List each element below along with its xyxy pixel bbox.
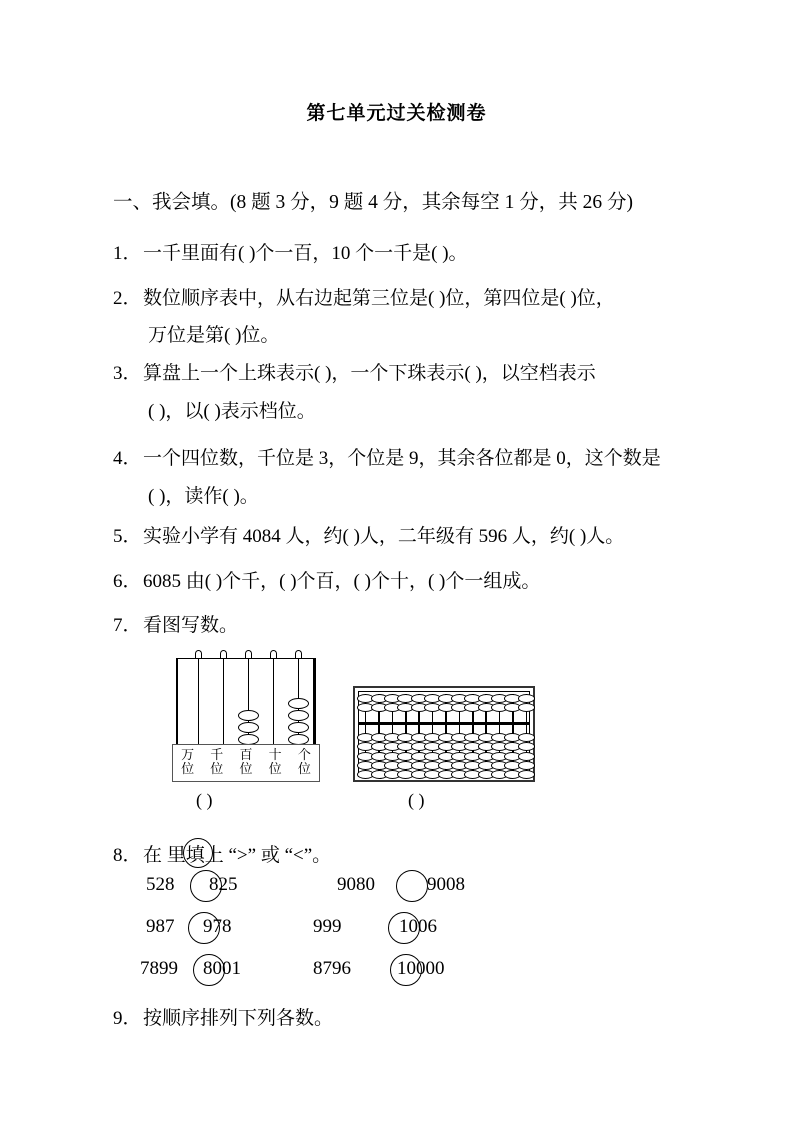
suanpan-lower-bead: [518, 761, 535, 770]
question-2-line-1: 数位顺序表中，从右边起第三位是( )位，第四位是( )位，: [143, 288, 615, 309]
question-3-line-1: 算盘上一个上珠表示( )，一个下珠表示( )，以空档表示: [143, 363, 596, 384]
suanpan-lower-bead: [518, 742, 535, 751]
question-4: [113, 443, 661, 470]
question-1-line-1: 一千里面有( )个一百，10 个一千是( )。: [143, 243, 468, 264]
question-3-line-2: ( )，以( )表示档位。: [148, 401, 316, 422]
compare-right-number: 8001: [203, 958, 241, 979]
suanpan-body: [358, 691, 530, 777]
question-4-number: 4．: [113, 448, 142, 469]
suanpan-lower-bead: [518, 752, 535, 761]
compare-left-number: 7899: [140, 958, 178, 979]
counting-frame-rod: [273, 658, 274, 746]
place-value-label: 个 位: [297, 747, 311, 777]
suanpan-upper-bead: [518, 703, 535, 712]
compare-left-number: 8796: [313, 958, 351, 979]
question-8: [113, 840, 331, 867]
suanpan-figure: [353, 686, 535, 782]
question-1: [113, 238, 468, 265]
question-8-inline-circle-icon: [183, 838, 213, 868]
question-6-number: 6．: [113, 571, 142, 592]
counting-frame-bead: [238, 710, 259, 721]
suanpan-lower-bead: [518, 770, 535, 779]
compare-operator-circle[interactable]: [396, 870, 428, 902]
compare-right-number: 1006: [399, 916, 437, 937]
suanpan-upper-bead: [518, 694, 535, 703]
question-9-line-1: 按顺序排列下列各数。: [143, 1008, 334, 1029]
counting-frame-bead: [238, 722, 259, 733]
question-6: [113, 566, 540, 593]
counting-frame-answer-blank[interactable]: ( ): [196, 790, 213, 810]
compare-right-number: 10000: [397, 958, 445, 979]
counting-frame-bead: [288, 722, 309, 733]
question-2: [113, 283, 615, 310]
question-5-line-1: 实验小学有 4084 人，约( )人，二年级有 596 人，约( )人。: [143, 526, 625, 547]
question-4-line-2: ( )，读作( )。: [148, 486, 259, 507]
question-4-line-1: 一个四位数，千位是 3，个位是 9，其余各位都是 0，这个数是: [143, 448, 661, 469]
counting-frame-bead: [288, 710, 309, 721]
question-6-line-1: 6085 由( )个千，( )个百，( )个十，( )个一组成。: [143, 571, 541, 592]
counting-frame-bead: [288, 698, 309, 709]
question-7-number: 7．: [113, 615, 142, 636]
compare-left-number: 528: [146, 874, 175, 895]
counting-frame-rod: [223, 658, 224, 746]
question-3: [113, 358, 596, 385]
question-5: [113, 521, 624, 548]
compare-right-number: 9008: [427, 874, 465, 895]
place-value-label: 万 位: [181, 747, 195, 777]
question-8-number: 8．: [113, 845, 142, 866]
compare-left-number: 9080: [337, 874, 375, 895]
question-9: [113, 1003, 333, 1030]
question-7: [113, 610, 238, 637]
place-value-label: 十 位: [268, 747, 282, 777]
page-title: 第七单元过关检测卷: [306, 102, 487, 124]
question-5-number: 5．: [113, 526, 142, 547]
counting-frame-figure: [172, 648, 320, 777]
suanpan-lower-bead: [518, 733, 535, 742]
question-9-number: 9．: [113, 1008, 142, 1029]
compare-right-number: 978: [203, 916, 232, 937]
place-value-label: 百 位: [239, 747, 253, 777]
question-2-line-2: 万位是第( )位。: [148, 325, 280, 346]
suanpan-beam: [359, 722, 529, 725]
compare-left-number: 987: [146, 916, 175, 937]
question-2-number: 2．: [113, 288, 142, 309]
counting-frame-rod: [198, 658, 199, 746]
question-8-line-1: 在 里填上 “>” 或 “<”。: [143, 845, 332, 866]
suanpan-answer-blank[interactable]: ( ): [408, 790, 425, 810]
place-value-label-box: [172, 744, 320, 782]
section-header: 一、我会填。(8 题 3 分，9 题 4 分，其余每空 1 分，共 26 分): [113, 192, 633, 213]
question-1-number: 1．: [113, 243, 142, 264]
compare-left-number: 999: [313, 916, 342, 937]
question-3-number: 3．: [113, 363, 142, 384]
question-7-line-1: 看图写数。: [143, 615, 239, 636]
compare-right-number: 825: [209, 874, 238, 895]
place-value-label: 千 位: [210, 747, 224, 777]
